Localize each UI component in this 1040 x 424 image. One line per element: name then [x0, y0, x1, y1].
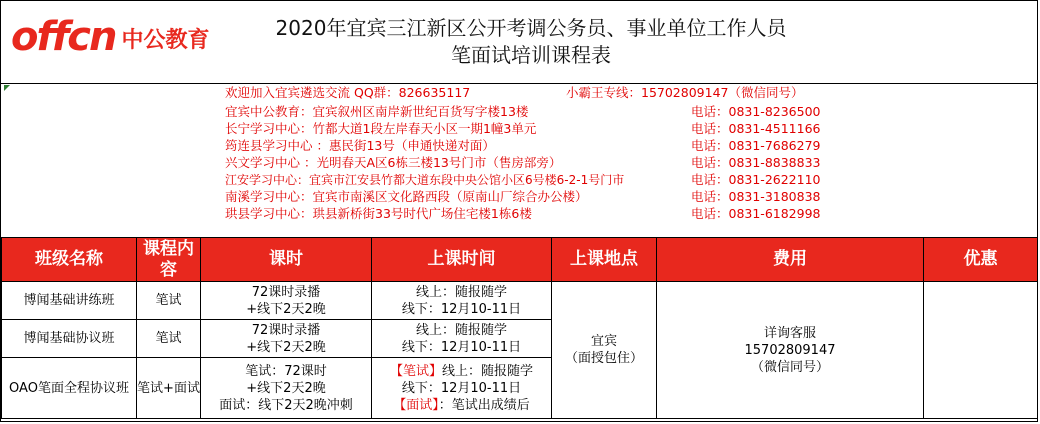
title-line-2: 笔面试培训课程表 [451, 43, 611, 67]
qq-group-text: 欢迎加入宜宾遴选交流 QQ群：826635117 [225, 85, 471, 100]
logo-mark: offcn [11, 14, 116, 60]
branch-phone: 电话：0831-7686279 [691, 138, 821, 153]
schedule-text: 线上：随报随学 [442, 363, 534, 379]
schedule-text: ：笔试出成绩后 [438, 397, 530, 413]
class-name-cell: 博闻基础协议班 [2, 320, 137, 358]
hours-line: 72课时录播 [251, 284, 321, 300]
hours-cell [201, 358, 372, 419]
col-header-class-name: 班级名称 [2, 238, 137, 282]
schedule-cell [372, 320, 552, 358]
schedule-line [372, 397, 551, 414]
class-name-cell: OAO笔面全程协议班 [2, 358, 137, 419]
interview-tag: 【面试】 [393, 397, 439, 413]
sheet-title [201, 15, 861, 69]
branch-name: 兴文学习中心 ：光明春天A区6栋三楼13号门市（售房部旁） [225, 155, 562, 170]
branch-phone: 电话：0831-6182998 [691, 206, 821, 221]
schedule-line: 线下：12月10-11日 [401, 380, 522, 396]
hours-line: +线下2天2晚 [246, 380, 326, 396]
hours-line: +线下2天2晚 [246, 301, 326, 317]
branch-name: 江安学习中心：宜宾市江安县竹都大道东段中央公馆小区6号楼6-2-1号门市 [225, 173, 625, 187]
branch-name: 长宁学习中心：竹都大道1段左岸春天小区一期1幢3单元 [225, 121, 537, 136]
content-cell: 笔试 [137, 320, 201, 358]
col-header-schedule: 上课时间 [372, 238, 552, 282]
written-exam-tag: 【笔试】 [389, 363, 442, 379]
schedule-cell [372, 358, 552, 419]
hours-line: 笔试：72课时 [245, 363, 327, 379]
course-table [1, 237, 1038, 419]
content-cell: 笔试+面试 [137, 358, 201, 419]
col-header-location: 上课地点 [552, 238, 657, 282]
hours-cell [201, 320, 372, 358]
fee-line: （微信同号） [750, 359, 829, 375]
table-header-row [2, 238, 1038, 282]
branch-phone: 电话：0831-3180838 [691, 189, 821, 204]
col-header-hours: 课时 [201, 238, 372, 282]
class-name-cell: 博闻基础讲练班 [2, 282, 137, 320]
hours-line: +线下2天2晚 [246, 339, 326, 355]
title-line-1: 2020年宜宾三江新区公开考调公务员、事业单位工作人员 [275, 16, 787, 40]
branch-name: 珙县学习中心：珙县新桥街33号时代广场住宅楼1栋6楼 [225, 206, 532, 221]
branch-phone: 电话：0831-4511166 [691, 121, 821, 136]
schedule-line [372, 363, 551, 380]
hours-line: 面试：线下2天2晚冲刺 [219, 397, 353, 413]
location-line: 宜宾 [590, 334, 617, 349]
offcn-logo [11, 14, 210, 60]
col-header-fee: 费用 [657, 238, 924, 282]
schedule-line: 线下：12月10-11日 [401, 301, 522, 317]
content-cell: 笔试 [137, 282, 201, 320]
col-header-discount: 优惠 [924, 238, 1038, 282]
logo-chinese: 中公教育 [121, 28, 210, 53]
schedule-line: 线上：随报随学 [415, 322, 507, 338]
branch-phone: 电话：0831-8838833 [691, 155, 821, 170]
fee-line: 详询客服 [763, 325, 816, 341]
schedule-cell [372, 282, 552, 320]
branch-phone: 电话：0831-2622110 [691, 172, 821, 187]
hours-line: 72课时录播 [251, 322, 321, 338]
fee-line: 15702809147 [744, 342, 836, 358]
branch-phone: 电话：0831-8236500 [691, 104, 821, 119]
location-cell [552, 282, 657, 419]
branch-name: 宜宾中公教育：宜宾叙州区南岸新世纪百货写字楼13楼 [225, 104, 529, 119]
schedule-line: 线下：12月10-11日 [401, 339, 522, 355]
discount-cell [924, 282, 1038, 419]
fee-cell [657, 282, 924, 419]
hours-cell [201, 282, 372, 320]
col-header-course-content: 课程内容 [137, 238, 201, 282]
schedule-line: 线上：随报随学 [415, 284, 507, 300]
branch-name: 筠连县学习中心 ：惠民街13号（申通快递对面） [225, 138, 495, 153]
sheet-header [1, 1, 1037, 84]
location-line: （面授包住） [564, 351, 643, 366]
hotline-text: 小霸王专线：15702809147（微信同号） [566, 85, 804, 100]
table-row [2, 282, 1038, 320]
contact-info [1, 84, 1037, 236]
branch-name: 南溪学习中心：宜宾市南溪区文化路西段（原南山厂综合办公楼） [225, 189, 588, 204]
